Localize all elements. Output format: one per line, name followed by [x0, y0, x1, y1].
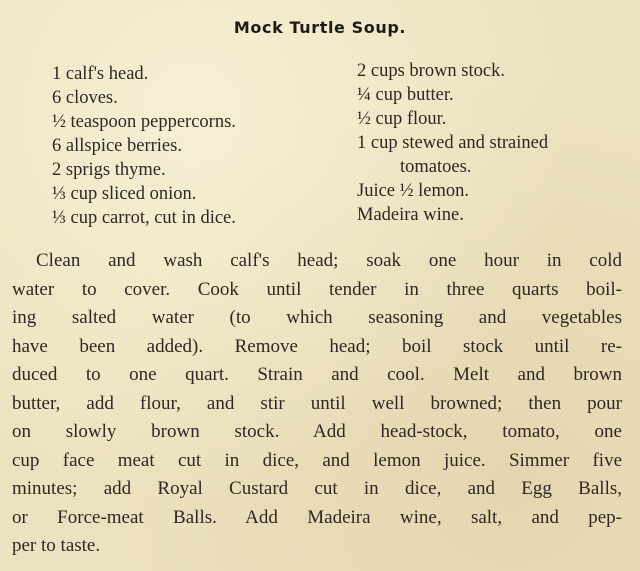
ingredient-item: 2 sprigs thyme.	[52, 160, 166, 180]
ingredient-item: ½ cup flour.	[357, 109, 447, 129]
ingredient-item: Juice ½ lemon.	[357, 181, 470, 201]
ingredient-item: 1 calf's head.	[52, 64, 149, 84]
ingredient-item: Madeira wine.	[357, 205, 464, 225]
ingredient-item: ⅓ cup sliced onion.	[52, 184, 197, 204]
ingredient-item: 6 cloves.	[52, 88, 118, 108]
method-line: or Force-meat Balls. Add Madeira wine, salt, and pep-	[12, 506, 622, 528]
method-paragraph	[12, 247, 622, 561]
method-line: duced to one quart. Strain and cool. Melt and brown	[12, 364, 622, 385]
method-line: Clean and wash calf's head; soak one hour in cold	[36, 250, 622, 271]
method-line: water to cover. Cook until tender in three quarts boil-	[12, 278, 622, 300]
ingredient-item: ¼ cup butter.	[357, 85, 454, 105]
method-line: cup face meat cut in dice, and lemon juice. Simmer five	[12, 449, 622, 471]
ingredient-item: 2 cups brown stock.	[357, 61, 505, 81]
method-line: have been added). Remove head; boil stock until re-	[12, 335, 622, 357]
ingredients-right-column	[357, 59, 548, 227]
method-line: minutes; add Royal Custard cut in dice, and Egg Balls,	[12, 478, 622, 499]
ingredient-item-continuation: tomatoes.	[400, 157, 472, 177]
method-line: butter, add flour, and stir until well browned; then pour	[12, 392, 622, 414]
ingredient-item: 6 allspice berries.	[52, 136, 182, 156]
method-line: on slowly brown stock. Add head-stock, tomato, one	[12, 421, 622, 442]
recipe-title: Mock Turtle Soup.	[233, 18, 407, 37]
ingredients-left-column	[52, 62, 236, 230]
ingredient-item: ⅓ cup carrot, cut in dice.	[52, 208, 236, 228]
method-line: per to taste.	[12, 535, 101, 556]
ingredient-item: ½ teaspoon peppercorns.	[52, 112, 236, 132]
method-line: ing salted water (to which seasoning and vegetables	[12, 307, 622, 328]
ingredient-item: 1 cup stewed and strained	[357, 133, 549, 153]
